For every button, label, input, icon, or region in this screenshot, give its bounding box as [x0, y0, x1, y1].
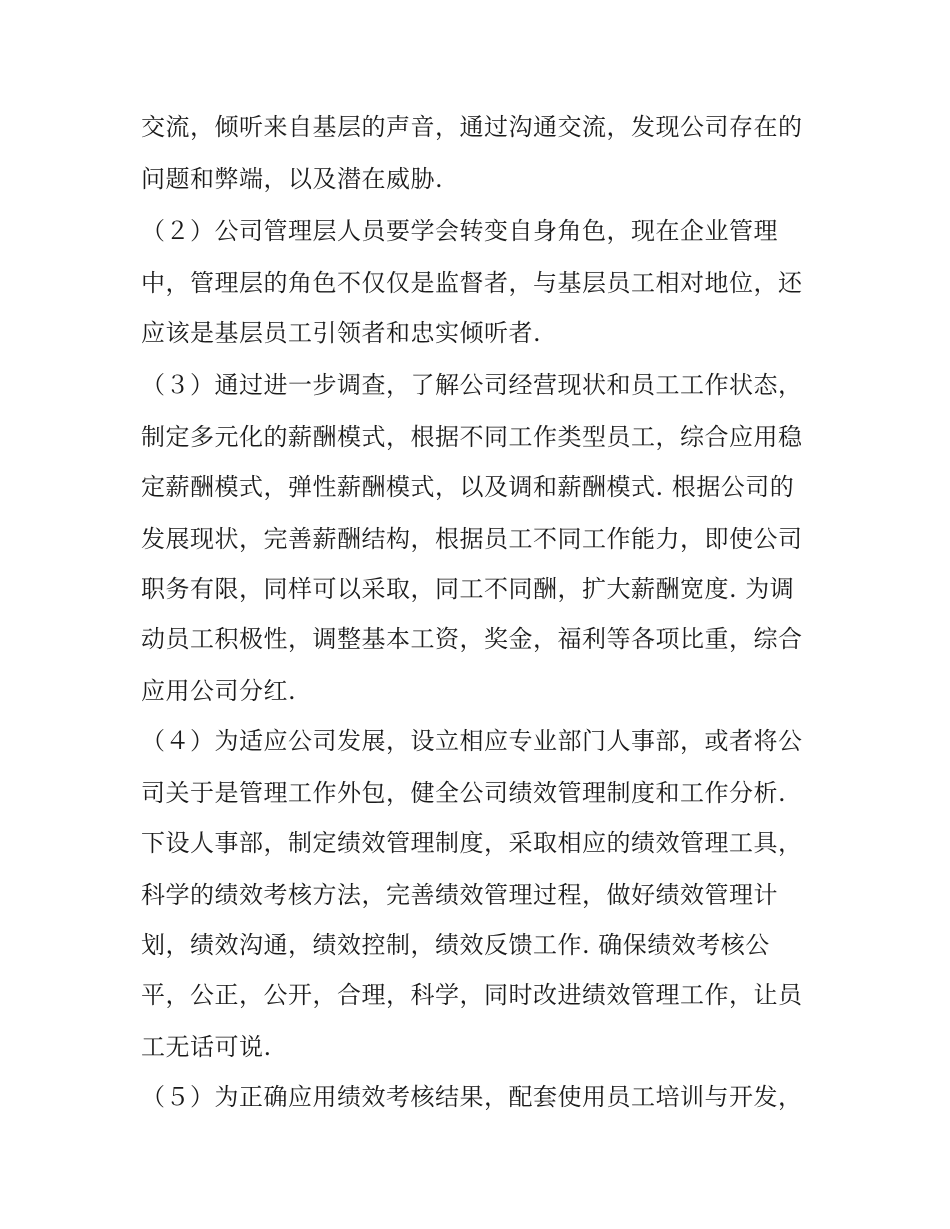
text-line: 应该是基层员工引领者和忠实倾听者.: [141, 319, 542, 347]
text-line: （３）通过进一步调查，了解公司经营现状和员工工作状态，: [141, 371, 803, 399]
text-line: 定薪酬模式，弹性薪酬模式，以及调和薪酬模式. 根据公司的: [141, 473, 795, 501]
text-line: （５）为正确应用绩效考核结果，配套使用员工培训与开发，: [141, 1083, 803, 1111]
text-line: 划，绩效沟通，绩效控制，绩效反馈工作. 确保绩效考核公: [141, 931, 770, 959]
text-line: 应用公司分红.: [141, 677, 297, 705]
text-line: 平，公正，公开，合理，科学，同时改进绩效管理工作，让员: [141, 981, 803, 1009]
text-line: 工无话可说.: [141, 1033, 272, 1061]
text-line: 制定多元化的薪酬模式，根据不同工作类型员工，综合应用稳: [141, 423, 803, 451]
text-line: 科学的绩效考核方法，完善绩效管理过程，做好绩效管理计: [141, 881, 778, 909]
text-line: 下设人事部，制定绩效管理制度，采取相应的绩效管理工具，: [141, 829, 803, 857]
text-line: 中，管理层的角色不仅仅是监督者，与基层员工相对地位，还: [141, 269, 803, 297]
text-line: （２）公司管理层人员要学会转变自身角色，现在企业管理: [141, 217, 778, 245]
text-line: 职务有限，同样可以采取，同工不同酬，扩大薪酬宽度. 为调: [141, 575, 795, 603]
text-line: 交流，倾听来自基层的声音，通过沟通交流，发现公司存在的: [141, 113, 803, 141]
text-line: 问题和弊端，以及潜在威胁.: [141, 165, 444, 193]
text-line: 司关于是管理工作外包，健全公司绩效管理制度和工作分析.: [141, 779, 787, 807]
text-line: 动员工积极性，调整基本工资，奖金，福利等各项比重，综合: [141, 625, 803, 653]
text-line: （４）为适应公司发展，设立相应专业部门人事部，或者将公: [141, 727, 803, 755]
text-line: 发展现状，完善薪酬结构，根据员工不同工作能力，即使公司: [141, 525, 803, 553]
